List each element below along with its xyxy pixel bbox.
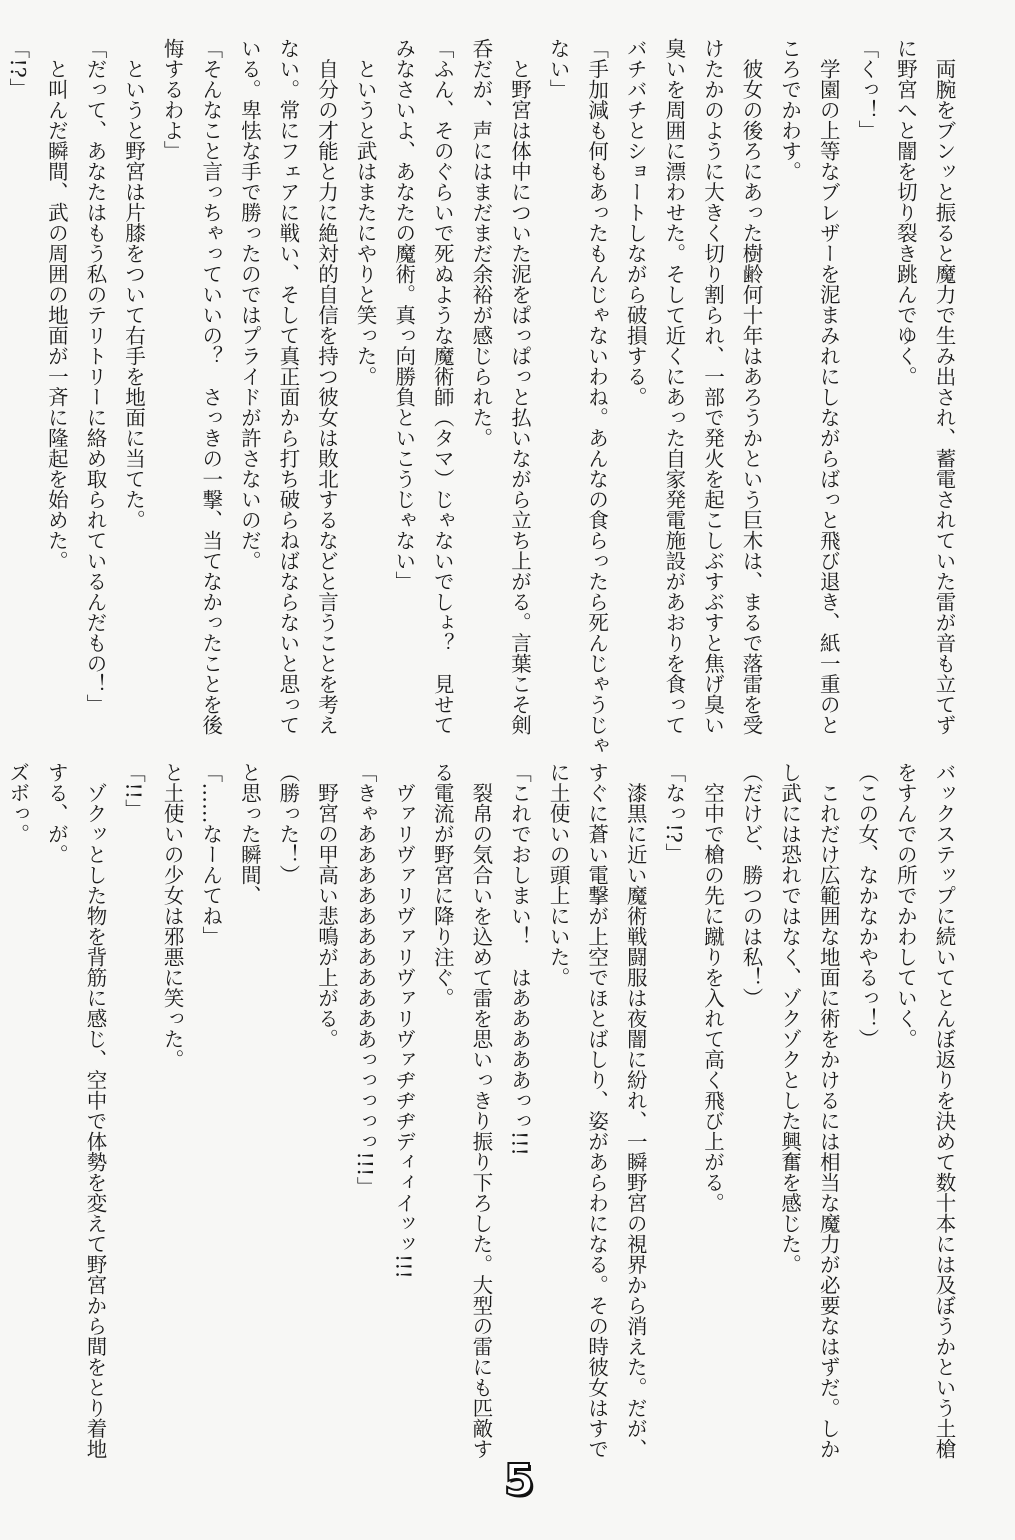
- text-line: すぐに蒼い電撃が上空でほとばしり、姿があらわになる。その時彼女はすで: [584, 762, 609, 1459]
- lower-text-block: [5, 762, 963, 1459]
- text-line: に土使いの頭上にいた。: [546, 762, 571, 988]
- page-number: 5: [503, 1455, 535, 1506]
- text-line: 「!!」: [121, 762, 146, 820]
- text-line: （だけど、勝つのは私！）: [739, 762, 764, 1008]
- text-line: 学園の上等なブレザーを泥まみれにしながらばっと飛び退き、紙一重のと: [816, 38, 841, 735]
- text-line: バックステップに続いてとんぼ返りを決めて数十本には及ぼうかという土槍: [932, 762, 956, 1459]
- text-line: と思った瞬間、: [237, 762, 262, 906]
- text-line: 野宮の甲高い悲鳴が上がる。: [314, 762, 339, 1049]
- text-line: 漆黒に近い魔術戦闘服は夜闇に紛れ、一瞬野宮の視界から消えた。だが、: [623, 762, 648, 1459]
- text-line: 呑だが、声にはまだまだ余裕が感じられた。: [468, 38, 493, 448]
- text-line: ゾクッとした物を背筋に感じ、空中で体勢を変えて野宮から間をとり着地: [82, 762, 107, 1459]
- text-line: 「くっ！」: [854, 38, 879, 141]
- text-line: 両腕をブンッと振ると魔力で生み出され、蓄電されていた雷が音も立てず: [932, 38, 956, 735]
- text-line: 「!?」: [5, 38, 30, 99]
- text-line: というと野宮は片膝をついて右手を地面に当てた。: [121, 38, 146, 530]
- upper-text-block: [5, 38, 963, 756]
- text-line: 空中で槍の先に蹴りを入れて高く飛び上がる。: [700, 762, 725, 1213]
- text-line: けたかのように大きく切り割られ、一部で発火を起こしぶすぶすと焦げ臭い: [700, 38, 725, 735]
- text-line: というと武はまたにやりと笑った。: [353, 38, 378, 387]
- text-line: みなさいよ、あなたの魔術。真っ向勝負といこうじゃない」: [391, 38, 416, 592]
- text-line: 自分の才能と力に絶対的自信を持つ彼女は敗北するなどと言うことを考え: [314, 38, 339, 735]
- text-line: し武には恐れではなく、ゾクゾクとした興奮を感じた。: [777, 762, 802, 1275]
- text-line: をすんでの所でかわしていく。: [893, 762, 918, 1049]
- text-line: ない」: [546, 38, 571, 100]
- text-line: いる。卑怯な手で勝ったのではプライドが許さないのだ。: [237, 38, 262, 571]
- text-line: と野宮は体中についた泥をぱっぱっと払いながら立ち上がる。言葉こそ剣: [507, 38, 532, 735]
- text-line: る電流が野宮に降り注ぐ。: [430, 762, 455, 1008]
- text-line: ない。常にフェアに戦い、そして真正面から打ち破らねばならないと思って: [275, 38, 300, 735]
- text-line: する、が。: [44, 762, 69, 865]
- text-line: ズボっ。: [5, 762, 30, 844]
- text-line: と土使いの少女は邪悪に笑った。: [160, 762, 185, 1070]
- text-line: と叫んだ瞬間、武の周囲の地面が一斉に隆起を始めた。: [44, 38, 69, 571]
- text-line: 「ふん、そのぐらいで死ぬような魔術師（タマ）じゃないでしょ？ 見せて: [430, 38, 455, 735]
- text-line: 「なっ!?」: [661, 762, 686, 864]
- text-line: 「きゃあああああああああああっっっっっ!!!」: [353, 762, 378, 1197]
- text-line: 「そんなこと言っちゃっていいの？ さっきの一撃、当てなかったことを後: [198, 38, 223, 735]
- text-line: ヴァリヴァリヴァリヴァリヴァヂヂヂディィイッッ!!!: [391, 762, 416, 1279]
- text-line: 「だって、あなたはもう私のテリトリーに絡め取られているんだもの！」: [82, 38, 107, 715]
- text-line: 悔するわよ」: [160, 38, 185, 161]
- text-line: （勝った！）: [275, 762, 300, 885]
- text-line: バチバチとショートしながら破損する。: [623, 38, 648, 407]
- text-line: 「これでおしまい！ はあああああっっ!!!: [507, 762, 532, 1156]
- text-line: 彼女の後ろにあった樹齢何十年はあろうかという巨木は、まるで落雷を受: [739, 38, 764, 735]
- text-line: 臭いを周囲に漂わせた。そして近くにあった自家発電施設があおりを食って: [661, 38, 686, 735]
- text-line: 裂帛の気合いを込めて雷を思いっきり振り下ろした。大型の雷にも匹敵す: [468, 762, 493, 1459]
- text-line: 「……なーんてね」: [198, 762, 223, 947]
- text-line: ころでかわす。: [777, 38, 802, 182]
- text-line: （この女、なかなかやるっ！）: [854, 762, 879, 1049]
- text-line: に野宮へと闇を切り裂き跳んでゆく。: [893, 38, 918, 387]
- text-line: これだけ広範囲な地面に術をかけるには相当な魔力が必要なはずだ。しか: [816, 762, 841, 1459]
- text-line: 「手加減も何もあったもんじゃないわね。あんなの食らったら死んじゃうじゃ: [584, 38, 609, 756]
